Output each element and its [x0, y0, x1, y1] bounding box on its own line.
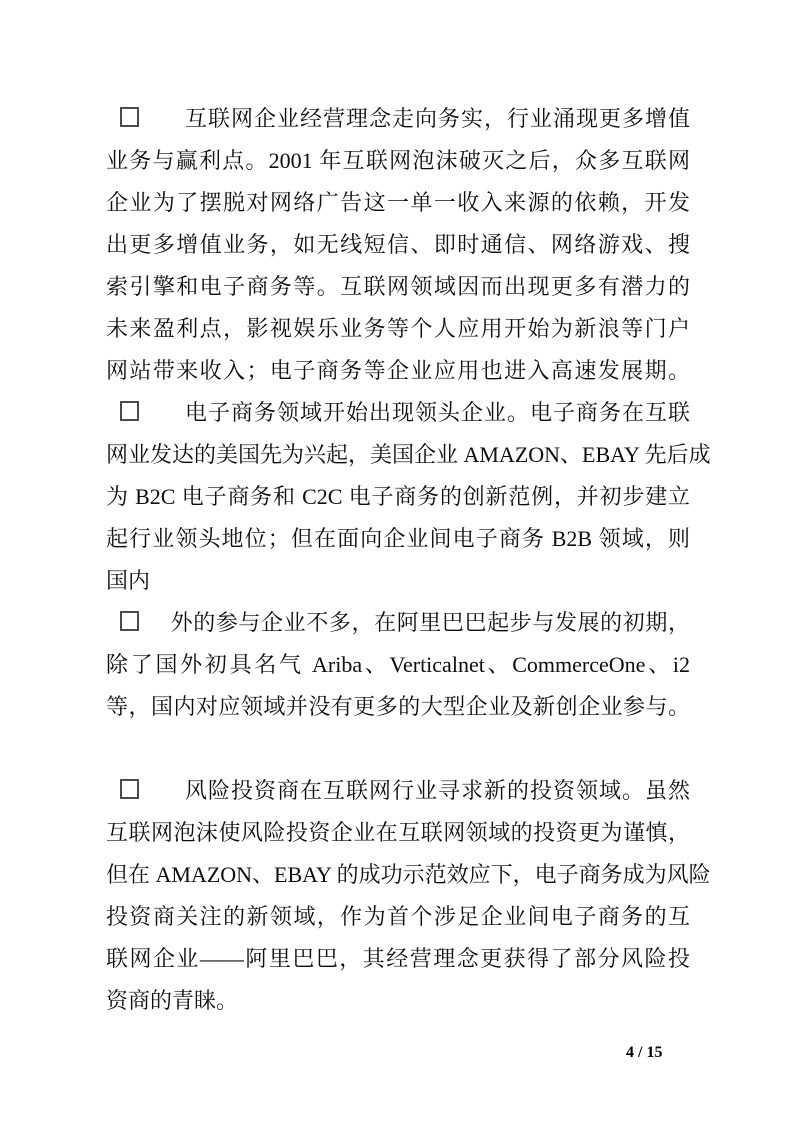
- line-text: 未来盈利点，影视娱乐业务等个人应用开始为新浪等门户: [106, 316, 690, 341]
- line-text: 企业为了摆脱对网络广告这一单一收入来源的依赖，开发: [106, 190, 690, 215]
- line-text: 等，国内对应领域并没有更多的大型企业及新创企业参与。: [106, 694, 690, 719]
- text-line: [106, 98, 690, 140]
- line-text: 网业发达的美国先为兴起，美国企业 AMAZON、EBAY 先后成: [106, 442, 711, 467]
- line-text: 互联网企业经营理念走向务实，行业涌现更多增值: [184, 106, 690, 131]
- text-line: [106, 266, 690, 308]
- text-line: [106, 560, 690, 602]
- text-line: [106, 308, 690, 350]
- square-bullet-icon: [120, 401, 139, 421]
- line-text: 出更多增值业务，如无线短信、即时通信、网络游戏、搜: [106, 232, 690, 257]
- line-text: 除了国外初具名气 Ariba、Verticalnet、CommerceOne、i2: [106, 652, 690, 677]
- text-line: [106, 350, 690, 392]
- line-text: 国内: [106, 568, 151, 593]
- document-body: [106, 98, 711, 1022]
- text-line: [106, 812, 690, 854]
- text-line: [106, 476, 690, 518]
- line-text: 外的参与企业不多，在阿里巴巴起步与发展的初期，: [170, 610, 690, 635]
- text-line: [106, 644, 690, 686]
- text-line: [106, 140, 690, 182]
- line-text: 电子商务领域开始出现领头企业。电子商务在互联: [184, 400, 690, 425]
- text-line: [106, 434, 711, 476]
- text-line: [106, 980, 690, 1022]
- line-text: 投资商关注的新领域，作为首个涉足企业间电子商务的互: [106, 904, 690, 929]
- line-text: 但在 AMAZON、EBAY 的成功示范效应下，电子商务成为风险: [106, 862, 711, 887]
- line-text: 索引擎和电子商务等。互联网领域因而出现更多有潜力的: [106, 274, 690, 299]
- line-text: 网站带来收入；电子商务等企业应用也进入高速发展期。: [106, 358, 690, 383]
- text-line: [106, 686, 690, 728]
- line-text: 业务与赢利点。2001 年互联网泡沫破灭之后，众多互联网: [106, 148, 690, 173]
- square-bullet-icon: [120, 107, 139, 127]
- text-line: [106, 518, 690, 560]
- line-text: 互联网泡沫使风险投资企业在互联网领域的投资更为谨慎，: [106, 820, 690, 845]
- text-line: [106, 602, 690, 644]
- text-line: [106, 896, 690, 938]
- square-bullet-icon: [120, 611, 139, 631]
- text-line: [106, 182, 690, 224]
- line-text: 联网企业——阿里巴巴，其经营理念更获得了部分风险投: [106, 946, 690, 971]
- text-line: [106, 938, 690, 980]
- line-text: 起行业领头地位；但在面向企业间电子商务 B2B 领域，则: [106, 526, 690, 551]
- line-text: 资商的青睐。: [106, 988, 239, 1013]
- text-line: [106, 770, 690, 812]
- blank-line: [106, 728, 690, 770]
- square-bullet-icon: [120, 779, 139, 799]
- line-text: 为 B2C 电子商务和 C2C 电子商务的创新范例，并初步建立: [106, 484, 690, 509]
- text-line: [106, 854, 711, 896]
- line-text: 风险投资商在互联网行业寻求新的投资领域。虽然: [184, 778, 690, 803]
- text-line: [106, 392, 690, 434]
- text-line: [106, 224, 690, 266]
- page-number-indicator: 4 / 15: [626, 1044, 663, 1061]
